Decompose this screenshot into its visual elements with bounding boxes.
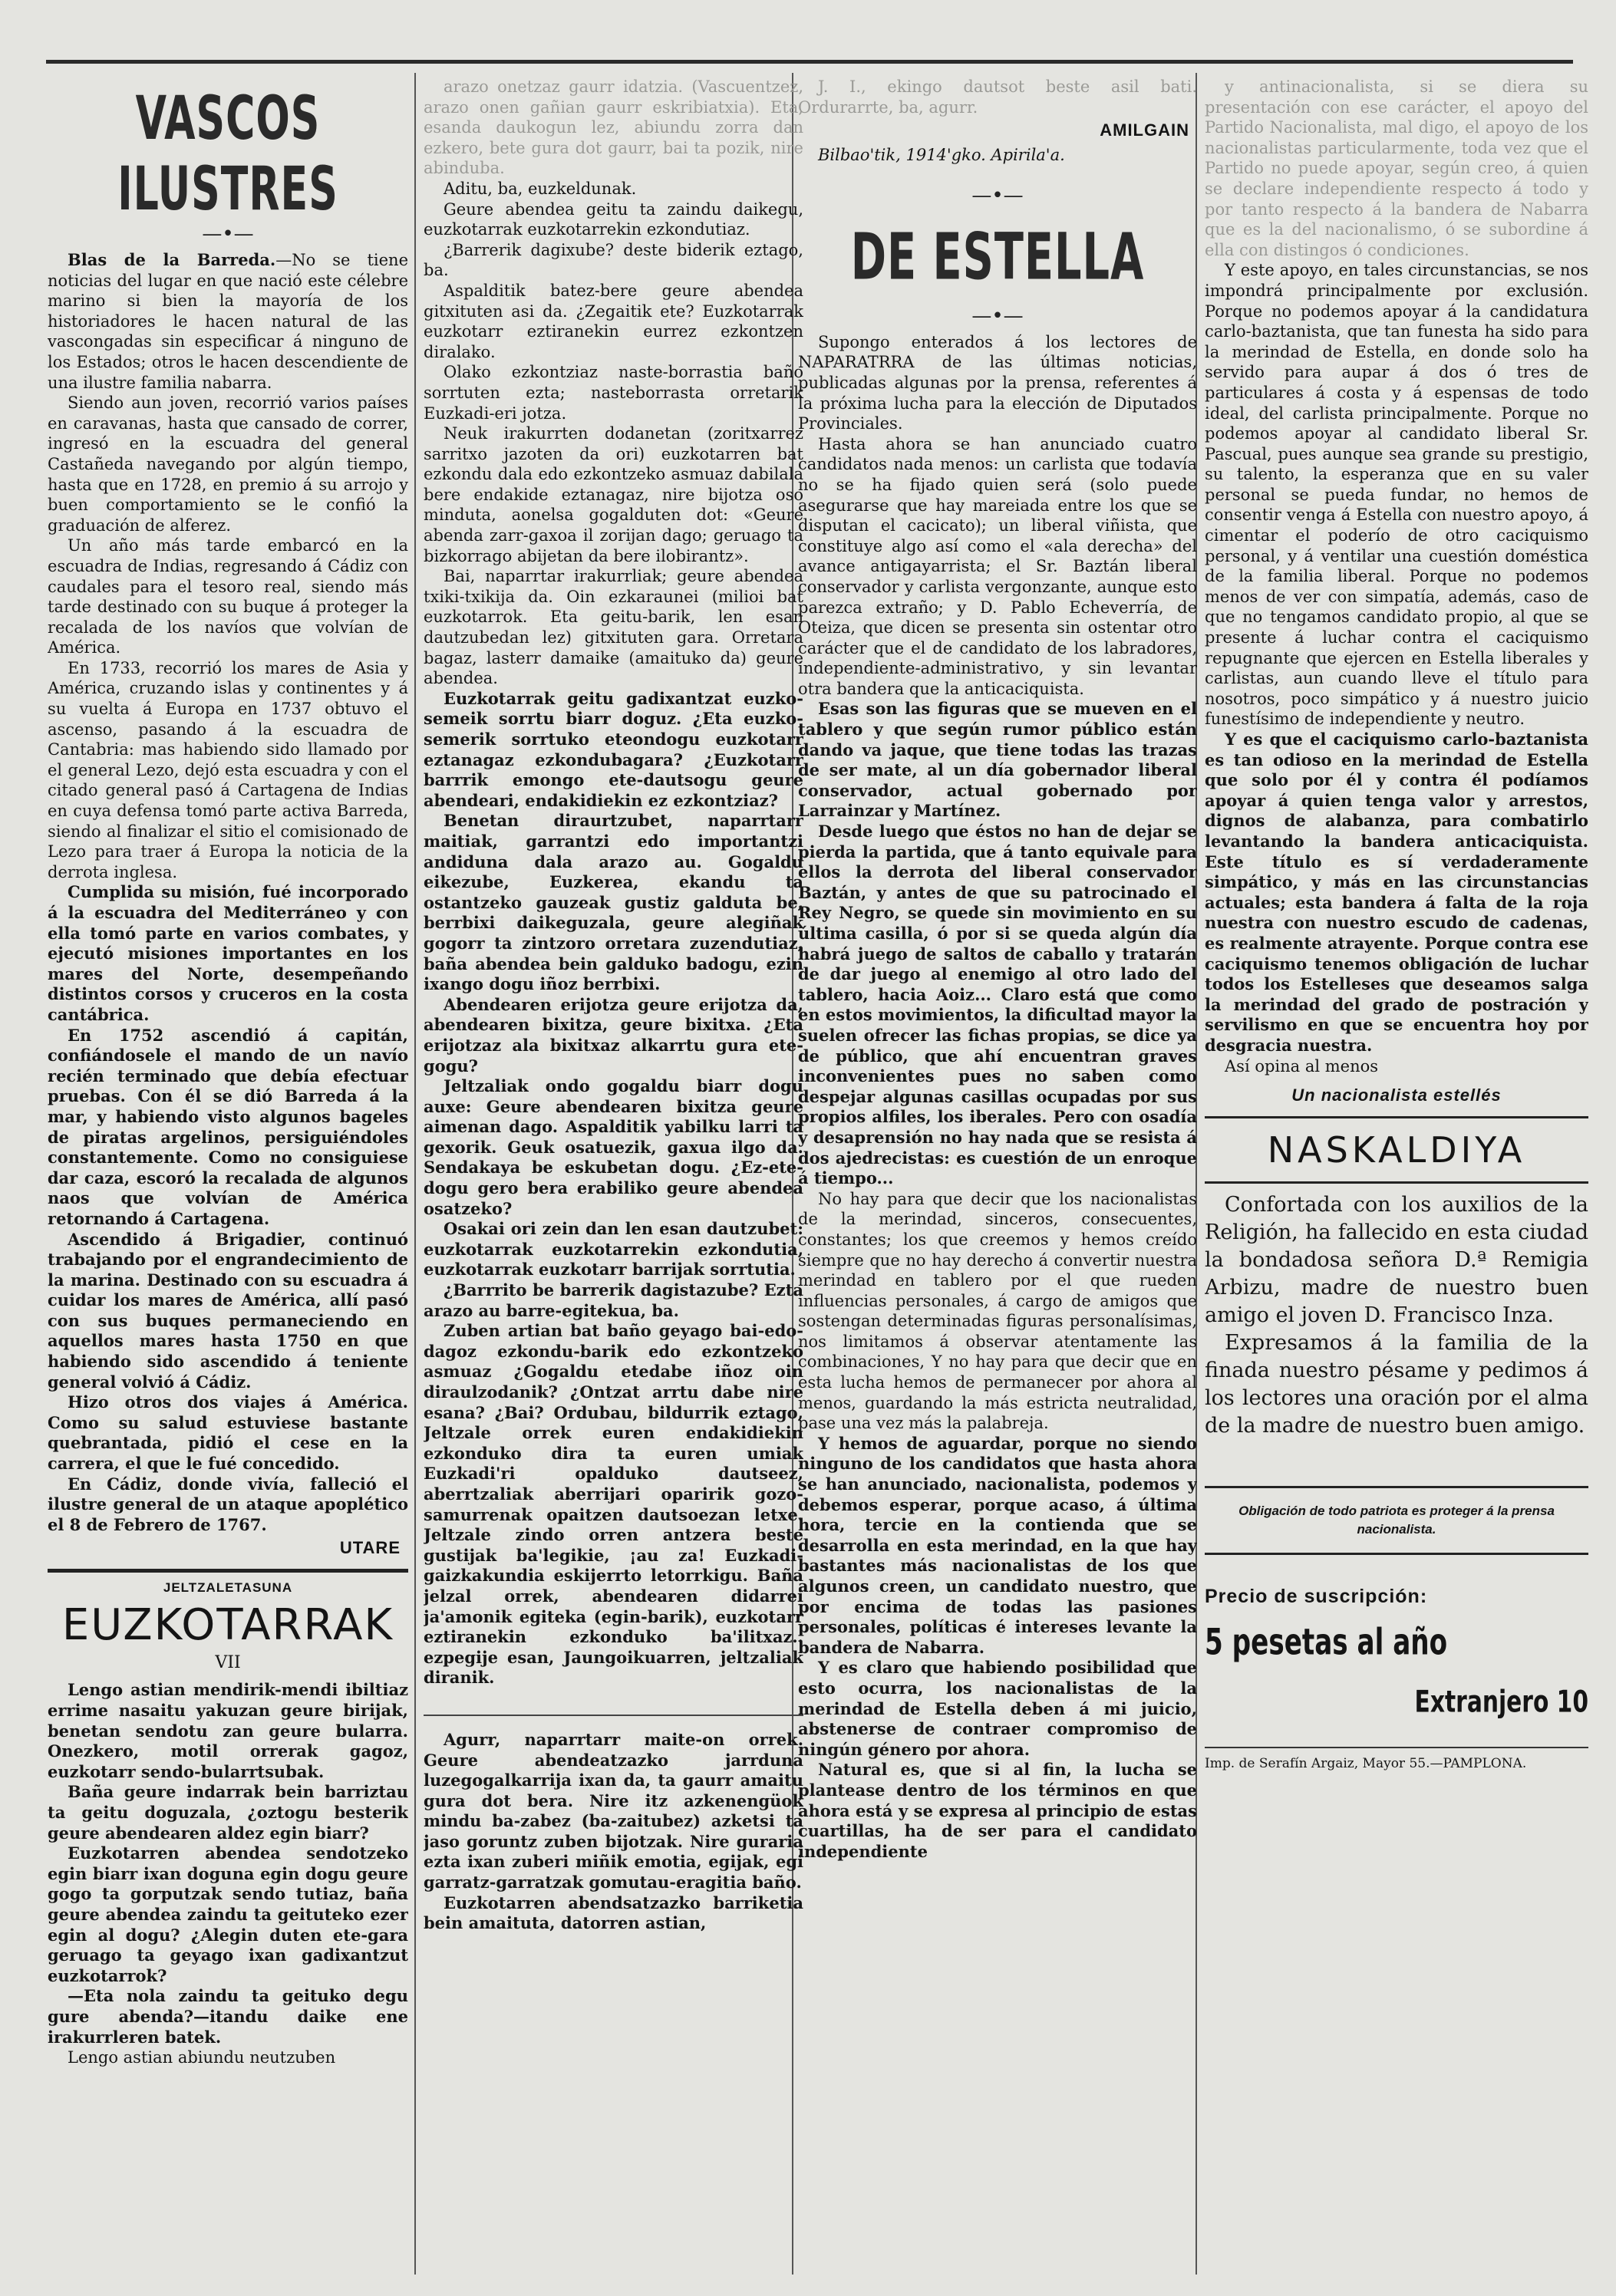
de-estella-title: DE ESTELLA xyxy=(850,219,1145,295)
flourish-ornament: —•— xyxy=(202,222,254,245)
article-paragraph: Bai, naparrtar irakurrliak; geure abendea txiki-txikija da. Oin ezkaraunei (milioi bat euzkotarrok. Eta geitu-barik, len esan dautzubedan lez) gitxituten gara. Orretara bagaz, lasterr damaike (amaituko da) geure abendea. xyxy=(424,567,803,688)
obituary-paragraph: Expresamos á la familia de la finada nuestro pésame y pedimos á los lectores una oración por el alma de la madre de nuestro buen amigo. xyxy=(1205,1331,1588,1438)
article-paragraph: Y es claro que habiendo posibilidad que esto ocurra, los nacionalistas de la merindad de Estella deben á mi juicio, abstenerse de contraer compromiso de ningún género por ahora. xyxy=(798,1658,1197,1759)
flourish-ornament: —•— xyxy=(971,304,1024,328)
obituary-paragraph: Confortada con los auxilios de la Religión, ha fallecido en esta ciudad la bondadosa señora D.ª Remigia Arbizu, madre de nuestro buen amigo el joven D. Francisco Inza. xyxy=(1205,1193,1588,1328)
article-paragraph: Jeltzaliak ondo gogaldu biarr dogu auxe: Geure abendearen bixitza geure aimenan dago. Aspalditik yabilku larri ta gexorik. Geuk osatuezik, gaxua ilgo da. Sendakaya be eskubetan dogu. ¿Ez-ete-dogu gero bera erabiliko geure abendea osatzeko? xyxy=(424,1076,803,1218)
article-paragraph: —Eta nola zaindu ta geituko degu gure abenda?—itandu daike ene irakurrleren batek. xyxy=(48,1986,408,2047)
article-paragraph: arazo onetzaz gaurr idatzia. (Vascuentzez, arazo onen gañian gaurr eskribiatxia). Eta, esanda daukogun lez, abiundu zorra dan ezkero, bete gura dot gaurr, bai ta pozik, nire abinduba. xyxy=(424,77,803,178)
article-paragraph: Neuk irakurrten dodanetan (zoritxarrez sarritxo jazoten da ori) euzkotarren bat ezkondu dala edo ezkontzeko asmuaz dabilala bere endakide eztanagaz, nire bijotza oso minduta, aonelsa gogalduten dot: «Geure abenda zarr-gaxoa il zorijan dago; geruago ta bizkorrago abijetan da bere ilobirantz». xyxy=(424,424,803,565)
article-paragraph: Lengo astian mendirik-mendi ibiltiaz errime nasaitu yakuzan geure birijak, benetan sendotu zan geure bularra. Onezkero, motil orrerak gagoz, euzkotarr sendo-bularrtsubak. xyxy=(48,1680,408,1781)
article-paragraph: Zuben artian bat baño geyago bai-edo-dagoz ezkondu-barik edo ezkontzeko asmuaz ¿Gogaldu etedabe iñoz oin diraulzodanik? ¿Ontzat arrtu dabe nire esana? ¿Bai? Ordubau, bildurrik eztago, Jeltzale orrek euren endakidiekin ezkonduko dira ta euren umiak Euzkadi'ri opalduko dautseez, aberrtzaliak aberrijari oparirik gozo-samurrenak opaitzen dautsoezan letxe. Jeltzale zindo orren antzera beste gustijak ba'legikie, ¡au za! Euzkadi-gaizkakundia eskijerrto letorrkigu. Baña jelzal orrek, abendearen didarrei ja'amonik egiteka (egin-barik), euzkotarr eztiranekin ezkonduko ba'ilitxaz.. ezpegije esan, Jaungoikuarren, jeltzaliak diranik. xyxy=(424,1321,803,1688)
obligacion-box xyxy=(1205,1486,1588,1555)
price-abroad: Extranjero 10 xyxy=(1414,1683,1588,1719)
article-paragraph: Así opina al menos xyxy=(1225,1056,1379,1076)
price-annual: 5 pesetas al año xyxy=(1205,1620,1448,1663)
article-paragraph: Benetan diraurtzubet, naparrtarr maitiak, garrantzi edo importantzi andiduna dala arazo au. Gogaldu eikezube, Euzkerea, ekandu ta ostantzeko gauzeak gustiz galduta be, berrbixi daikeguzala, geure alegiñak gogorr ta zintzoro orretara zuzendutiaz, baña abendea bein galduko badogu, ezin ixango dogu iñoz berrbixi. xyxy=(424,811,803,994)
article-paragraph: Geure abendea geitu ta zaindu daikegu, euzkotarrak euzkotarrekin ezkondutiaz. xyxy=(424,199,803,239)
printer-imprint: Imp. de Serafín Argaiz, Mayor 55.—PAMPLONA. xyxy=(1205,1747,1588,1771)
article-paragraph: Aditu, ba, euzkeldunak. xyxy=(444,179,637,198)
article-paragraph: Natural es, que si al fin, la lucha se plantease dentro de los términos en que ahora está y se expresa al principio de estas cuartillas, ha de ser para el candidato independiente xyxy=(798,1760,1197,1861)
article-paragraph: Supongo enterados á los lectores de NAPARATRRA de las últimas noticias, publicadas algunas por la prensa, referentes á la próxima lucha para la elección de Diputados Provinciales. xyxy=(798,332,1197,433)
column-divider xyxy=(414,73,416,2275)
article-paragraph: Esas son las figuras que se mueven en el tablero y que según rumor público están dando va jaque, que tiene todas las trazas de ser mate, al un día gobernador liberal conservador, actual gobernado por Larrainzar y Martínez. xyxy=(798,699,1197,821)
article-paragraph: Y hemos de aguardar, porque no siendo ninguno de los candidatos que hasta ahora se han anunciado, nacionalista, podemos y debemos esperar, porque acaso, á última hora, tercie en la contienda que se desarrolla en esta merindad, en la que hay bastantes más nacionalistas de los que algunos creen, un candidato nuestro, que por encima de todas las pasiones personales, políticas é intereses levante la bandera de Nabarra. xyxy=(798,1433,1197,1657)
article-paragraph: Y es que el caciquismo carlo-baztanista es tan odioso en la merindad de Estella que solo por él y contra él podíamos apoyar á quien tenga valor y arrestos, dignos de alabanza, para combatirlo levantando la bandera anticaciquista. Este título es sí verdaderamente simpático, y más en las circunstancias actuales; esta bandera á falta de la roja nuestra con nuestro escudo de cadenas, es realmente atrayente. Porque contra ese caciquismo tenemos obligación de luchar todos los Estelleses que deseamos salga la merindad del grado de postración y servilismo en que se encuentra hoy por desgracia nuestra. xyxy=(1205,730,1588,1055)
flourish-ornament: —•— xyxy=(971,183,1024,207)
article-paragraph: Desde luego que éstos no han de dejar se pierda la partida, que á tanto equivale para ellos la derrota del liberal conservador Baztán, y antes de que su patrocinado el Rey Negro, se quede sin movimiento en su última casilla, ó por si se queda algún día habrá juego de saltos de caballo y tratarán de dar juego al enemigo al otro lado del tablero, hacia Aoiz... Claro está que como en estos movimientos, la dificultad mayor la suelen ofrecer las fichas propias, se dice ya de público, que ahí encuentran graves inconvenientes pues no saben como despejar algunas casillas ocupadas por sus propios alfiles, los iberales. Pero con osadía y desaprensión no hay nada que se resista á dos ajedrecistas: es cuestión de un enroque á tiempo... xyxy=(798,822,1197,1188)
signature-nacionalista: Un nacionalista estellés xyxy=(1291,1085,1502,1105)
naskaldiya-notice xyxy=(1205,1116,1588,1184)
article-paragraph: Abendearen erijotza geure erijotza da, abendearen bixitza, geure bixitxa. ¿Eta erijotzaz ala bixitxaz alkarrtu gura ete-gogu? xyxy=(424,994,803,1076)
naskaldiya-title: NASKALDIYA xyxy=(1267,1129,1526,1171)
article-paragraph: Baña geure indarrak bein barriztau ta geitu doguzala, ¿oztogu besterik geure abendearen aldez egin biarr? xyxy=(48,1782,408,1843)
article-paragraph: En 1752 ascendió á capitán, confiándosele el mando de un navío recién terminado que debía efectuar pruebas. Con él se dió Barreda á la mar, y habiendo visto algunos bageles de piratas argelinos, persiguiéndoles constantemente. Como no consiguiese dar caza, escoró la recalada de algunos naos que volvían de América retornando á Cartagena. xyxy=(48,1025,408,1228)
article-paragraph: ¿Barrrito be barrerik dagistazube? Ezta arazo au barre-egitekua, ba. xyxy=(424,1280,803,1320)
column-4 xyxy=(1205,77,1588,2278)
part-number: VII xyxy=(215,1653,241,1673)
dateline: Bilbao'tik, 1914'gko. Apirila'a. xyxy=(818,146,1065,165)
vascos-ilustres-title: VASCOS ILUSTRES xyxy=(117,83,338,224)
article-paragraph: Hizo otros dos viajes á América. Como su salud estuviese bastante quebrantada, pidió el cese en la carrera, el que le fué concedido. xyxy=(48,1392,408,1474)
article-paragraph: Euzkotarrak geitu gadixantzat euzko-semeik sorrtu biarr doguz. ¿Eta euzko-semerik sorrtuko eteondogu euzkotarr eztanagaz ezkondubagara? ¿Euzkotarr barrrik emongo ete-dautsogu geure abendeari, endakidiekin ez ezkontziaz? xyxy=(424,688,803,810)
article-paragraph: Blas de la Barreda.—No se tiene noticias del lugar en que nació este célebre marino si bien la mayoría de los historiadores le hacen natural de las vascongadas sin especificar á ninguno de los Estados; otros le hacen descendiente de una ilustre familia nabarra. xyxy=(48,250,408,392)
article-paragraph: Siendo aun joven, recorrió varios países en caravanas, hasta que cansado de correr, ingresó en la escuadra del general Castañeda navegando por algún tiempo, hasta que en 1728, en premio á su arrojo y buen comportamiento se le confió la graduación de alferez. xyxy=(48,394,408,535)
article-paragraph: No hay para que decir que los nacionalistas de la merindad, sinceros, consecuentes, constantes; los que creemos y hemos creído siempre que no hay derecho á convertir nuestra merindad en tablero por el que rueden influencias personales, á cargo de amigos que sostengan determinadas figuras personalísimas, nos limitamos á observar atentamente las combinaciones, Y no hay para que decir que en esta lucha hemos de permanecer por ahora al menos, guardando la más estricta neutralidad, pase una vez más la palabreja. xyxy=(798,1189,1197,1433)
top-rule xyxy=(46,60,1573,64)
signature-utare: UTARE xyxy=(339,1538,401,1558)
euzkotarrak-title: EUZKOTARRAK xyxy=(61,1600,394,1651)
column-2 xyxy=(424,77,803,2271)
lead-name: Blas de la Barreda. xyxy=(68,250,276,269)
column-3 xyxy=(798,77,1197,2271)
column-1 xyxy=(48,77,408,2271)
section-rule xyxy=(48,1569,408,1573)
precio-label: Precio de suscripción: xyxy=(1205,1586,1428,1608)
obligacion-text: Obligación de todo patriota es proteger á la prensa nacionalista. xyxy=(1238,1504,1555,1537)
article-paragraph: Ascendido á Brigadier, continuó trabajando por el engrandecimiento de la marina. Destinado con su escuadra á cuidar los mares de América, allí pasó con sus buques permaneciendo en aquellos mares hasta 1750 en que habiendo sido ascendido á teniente general volvió á Cádiz. xyxy=(48,1229,408,1392)
article-paragraph: Y este apoyo, en tales circunstancias, se nos impondrá principalmente por exclusión. Porque no podemos apoyar á la candidatura carlo-baztanista, que tan funesta ha sido para la merindad de Estella, en donde solo ha servido para aupar á dos ó tres de particulares á costa y á espensas de todo ideal, del carlista principalmente. Porque no podemos apoyar al candidato liberal Sr. Pascual, pues aunque sea grande su prestigio, su talento, la esperanza que en su valer personal se pueda fundar, no hemos de consentir venga á Estella con nuestro apoyo, á cimentar el poderío de otro caciquismo personal, y á ventilar una cuestión doméstica de la familia liberal. Porque no podemos menos de ver con simpatía, además, caso de que no tengamos candidato propio, al que se presente á luchar contra el caciquismo repugnante que ejercen en Estella liberales y carlistas, aun cuando lleve el título para nosotros, poco simpático y á nuestro juicio funestísimo de independiente y neutro. xyxy=(1205,261,1588,729)
article-paragraph: Osakai ori zein dan len esan dautzubet: euzkotarrak euzkotarrekin ezkondutia, euzkotarrak euzkotarr barrijak sorrtutia. xyxy=(424,1219,803,1280)
article-paragraph: Un año más tarde embarcó en la escuadra de Indias, regresando á Cádiz con caudales para el tesoro real, siendo más tarde destinado con su buque á proteger la recalada de los navíos que volvían de América. xyxy=(48,536,408,657)
article-paragraph: Aspalditik batez-bere geure abendea gitxituten asi da. ¿Zegaitik ete? Euzkotarrak euzkotarr eztiranekin eurrez ezkontzen diralako. xyxy=(424,281,803,361)
article-paragraph: Euzkotarren abendsatzazko barriketia bein amaituta, datorren astian, xyxy=(424,1892,803,1933)
signature-amilgain: AMILGAIN xyxy=(1100,120,1189,140)
section-rule xyxy=(424,1688,803,1716)
article-paragraph: En 1733, recorrió los mares de Asia y América, cruzando islas y continentes y á su vuelta á Europa en 1737 obtuvo el ascenso, pasando á la escuadra de Cantabria: mas habiendo sido llamado por el general Lezo, dejó esta escuadra y con el citado general pasó á Cartagena de Indias en cuya defensa tomó parte activa Barreda, siendo al finalizar el sitio el comisionado de Lezo para traer á Europa la noticia de la derrota inglesa. xyxy=(48,658,408,881)
article-paragraph: Cumplida su misión, fué incorporado á la escuadra del Mediterráneo y con ella tomó parte en varios combates, y ejecutó misiones importantes en los mares del Norte, desempeñando distintos corsos y cruceros en la costa cantábrica. xyxy=(48,882,408,1024)
article-paragraph: J. I., ekingo dautsot beste asil bati. Ordurarrte, ba, agurr. xyxy=(798,77,1197,117)
article-paragraph: Euzkotarren abendea sendotzeko egin biarr ixan doguna egin dogu geure gogo ta gorputzak sendo tutiaz, baña geure abendea zaindu ta geituteko ezer egin al dogu? ¿Alegin duten ete-gara geruago ta geyago ixan gadixantzut euzkotarrok? xyxy=(48,1843,408,1985)
article-paragraph: Agurr, naparrtarr maite-on orrek. Geure abendeatzazko jarrduna luzegogalkarrija ixan da, ta gaurr amaitu gura dot bera. Nire itz azkenengüok mindu ba-zabez (ba-zaitubez) azketsi ta jaso goruntz zuben bijotzak. Nire guraria ezta ixan zuberi miñik emotia, egijak, egi garratz-garratzak gomutau-eragitia baño. xyxy=(424,1729,803,1892)
article-paragraph: Hasta ahora se han anunciado cuatro candidatos nada menos: un carlista que todavía no se ha fijado quien será (solo puede asegurarse que hay mareiada entre los que se disputan el cacicato); un liberal viñista, que constituye algo así como el «ala derecha» del avance antigayarrista; el Sr. Baztán liberal conservador y carlista vergonzante, aunque esto parezca extraño; y D. Pablo Echeverría, de Oteiza, que dicen se presenta sin ostentar otro carácter que el de candidato de los labradores, independiente-administrativo, y sin levantar otra bandera que la anticaciquista. xyxy=(798,434,1197,698)
article-paragraph: En Cádiz, donde vivía, falleció el ilustre general de un ataque apoplético el 8 de Febrero de 1767. xyxy=(48,1474,408,1534)
article-paragraph: Lengo astian abiundu neutzuben xyxy=(68,2048,336,2067)
article-paragraph: ¿Barrerik dagixube? deste biderik eztago, ba. xyxy=(424,240,803,280)
article-paragraph: Olako ezkontziaz naste-borrastia baño sorrtuten ezta; nasteborrasta orretarik Euzkadi-eri jotza. xyxy=(424,363,803,423)
article-paragraph: y antinacionalista, si se diera su presentación con ese carácter, el apoyo del Partido Nacionalista, mal digo, el apoyo de los nacionalistas particularmente, toda vez que el Partido no puede apoyar, según creo, á quien se declare independiente respecto á todo y por tanto respecto á la bandera de Nabarra que es la del nacionalismo, ó se subordine á ella con distingos ó condiciones. xyxy=(1205,77,1588,259)
section-label: JELTZALETASUNA xyxy=(163,1580,293,1596)
